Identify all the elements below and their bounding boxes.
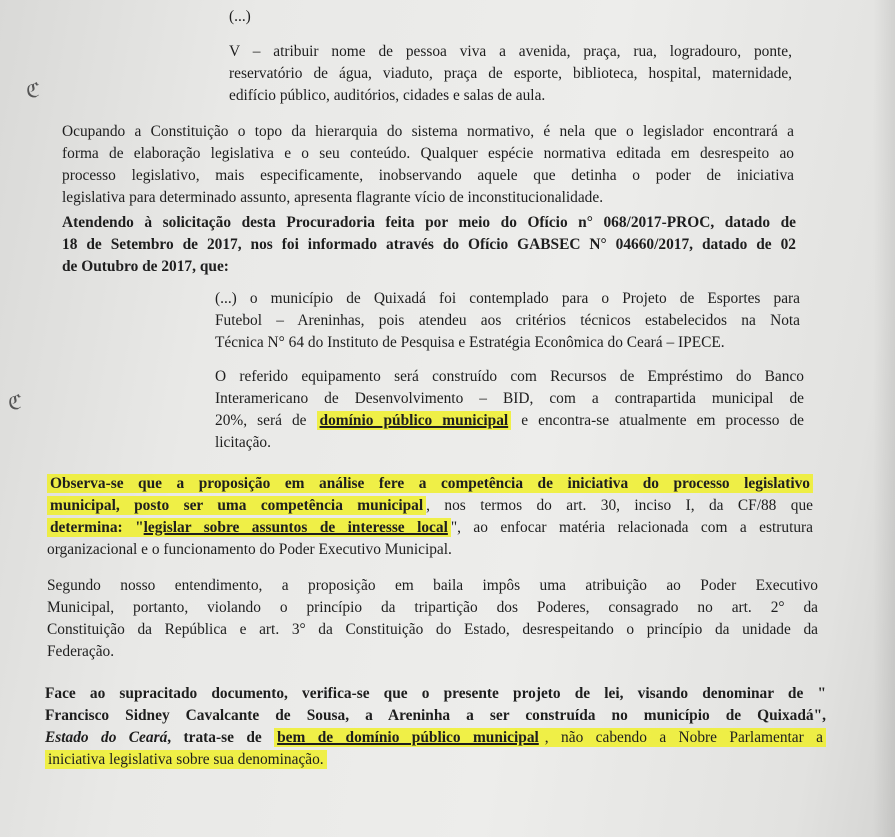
text-line: forma de elaboração legislativa e o seu conteúdo. Qualquer espécie normativa editada em desrespeito ao (62, 145, 794, 162)
text-line: edifício público, auditórios, cidades e salas de aula. (229, 87, 546, 104)
text-run: determina: " (50, 519, 144, 536)
binder-hole-mark: ℭ (8, 390, 23, 414)
text-line (215, 410, 804, 432)
text-line: Francisco Sidney Cavalcante de Sousa, a Areninha a ser construída no município de Quixadá", (45, 707, 826, 724)
text-run: e encontra-se atualmente em processo de (511, 412, 804, 429)
ellipsis-text: (...) (229, 8, 251, 25)
text-line: licitação. (215, 434, 271, 451)
text-line (45, 727, 826, 749)
text-run: , nos termos do art. 30, inciso I, da CF/88 que (426, 497, 813, 514)
text-line: Face ao supracitado documento, verifica-se que o presente projeto de lei, visando denominar de " (45, 685, 826, 702)
text-line: organizacional e o funcionamento do Poder Executivo Municipal. (47, 541, 452, 558)
text-line: V – atribuir nome de pessoa viva a avenida, praça, rua, logradouro, ponte, (229, 43, 792, 60)
text-line: de Outubro de 2017, que: (62, 258, 229, 275)
paragraph-constitution (62, 121, 794, 209)
text-line (45, 749, 826, 771)
text-line (47, 517, 813, 539)
text-line: Municipal, portanto, violando o princípio da tripartição dos Poderes, consagrado no art. 2° da (47, 599, 818, 616)
text-line: Ocupando a Constituição o topo da hierarquia do sistema normativo, é nela que o legislador encontrará a (62, 123, 794, 140)
text-run: ", ao enfocar matéria relacionada com a estrutura (450, 519, 813, 536)
highlighted-phrase: , não cabendo a Nobre Parlamentar a (542, 728, 826, 747)
text-line: Atendendo à solicitação desta Procuradoria feita por meio do Ofício n° 068/2017-PROC, datado de (62, 214, 796, 231)
text-line: Segundo nosso entendimento, a proposição em baila impôs uma atribuição ao Poder Executivo (47, 577, 818, 594)
text-line: O referido equipamento será construído com Recursos de Empréstimo do Banco (215, 368, 804, 385)
text-line: processo legislativo, mais especificamente, inobservando aquele que detinha o poder de iniciativa (62, 167, 794, 184)
text-line: Federação. (47, 643, 115, 660)
binder-hole-mark: ℭ (26, 78, 41, 102)
underlined-phrase: legislar sobre assuntos de interesse local (143, 519, 448, 536)
text-line: Constituição da República e art. 3° da Constituição do Estado, desrespeitando o princípio da unidade da (47, 621, 818, 638)
text-run: Estado do Ceará (45, 729, 168, 746)
paragraph-conclusao (45, 683, 826, 771)
quoted-oficio-2 (215, 366, 804, 454)
highlighted-phrase: bem de domínio público municipal (274, 728, 542, 747)
text-line (47, 473, 813, 495)
highlighted-phrase: municipal, posto ser uma competência municipal (47, 496, 426, 515)
quoted-oficio-1 (215, 288, 800, 354)
paragraph-competencia (47, 473, 813, 561)
ellipsis (229, 6, 429, 28)
paragraph-entendimento (47, 575, 818, 663)
text-run: , trata-se de (167, 729, 275, 746)
paragraph-oficio (62, 212, 796, 278)
text-line: (...) o município de Quixadá foi contemplado para o Projeto de Esportes para (215, 290, 800, 307)
text-line: reservatório de água, viaduto, praça de esporte, biblioteca, hospital, maternidade, (229, 65, 792, 82)
text-line (47, 495, 813, 517)
quoted-law-item (229, 41, 792, 107)
highlighted-phrase: domínio público municipal (317, 411, 512, 430)
text-run: 20%, será de (215, 412, 317, 429)
text-line: legislativa para determinado assunto, apresenta flagrante vício de inconstitucionalidade. (62, 189, 604, 206)
page-edge-shadow (873, 0, 895, 837)
highlighted-phrase (47, 518, 451, 537)
text-line: Interamericano de Desenvolvimento – BID, com a contrapartida municipal de (215, 390, 804, 407)
text-line: Futebol – Areninhas, pois atendeu aos critérios técnicos estabelecidos na Nota (215, 312, 800, 329)
text-line: Técnica N° 64 do Instituto de Pesquisa e Estratégia Econômica do Ceará – IPECE. (215, 334, 725, 351)
highlighted-phrase: iniciativa legislativa sobre sua denominação. (45, 750, 327, 769)
highlighted-phrase: Observa-se que a proposição em análise fere a competência de iniciativa do processo legislativo (47, 474, 813, 493)
text-line: 18 de Setembro de 2017, nos foi informado através do Ofício GABSEC N° 04660/2017, datado de 02 (62, 236, 796, 253)
